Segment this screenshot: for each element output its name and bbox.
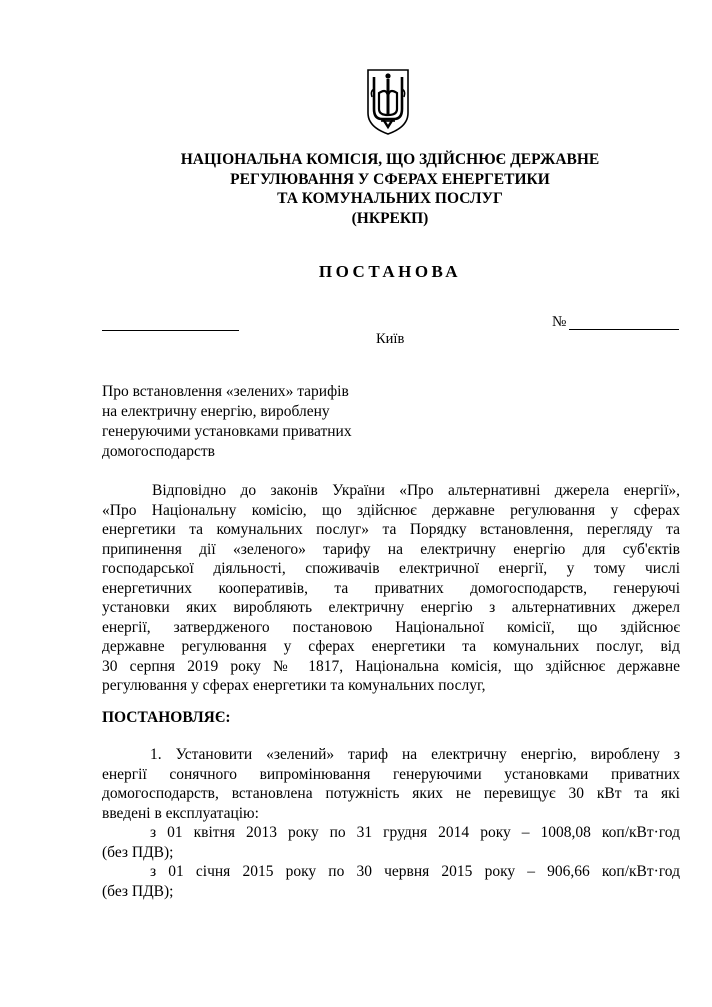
preamble-line: припинення дії «зеленого» тарифу на електричну енергію для суб'єктів [102,540,680,558]
item-1-paragraph [102,745,680,823]
subject-line: генеруючими установками приватних [102,423,352,440]
item-1-line: введені в експлуатацію: [102,804,259,822]
number-sign: № [552,314,567,330]
tariff-rate-line: з 01 квітня 2013 року по 31 грудня 2014 року – 1008,08 коп/кВт·год [150,824,680,841]
preamble-line: державне регулювання у сферах енергетики та комунальних послуг, від [102,638,680,655]
item-1-line: енергії сонячного випромінювання генеруючими установками приватних [102,765,680,783]
tariff-rate-line: з 01 січня 2015 року по 30 червня 2015 року – 906,66 коп/кВт·год [150,863,680,880]
tariff-rate-2 [102,862,680,901]
document-subject [102,382,402,462]
tariff-rate-line: (без ПДВ); [102,882,174,900]
preamble-line: енергетики та комунальних послуг» та Порядку встановлення, перегляду та [102,521,680,538]
subject-line: домогосподарств [102,443,215,460]
number-blank-line [569,329,679,330]
document-type-title: ПОСТАНОВА [318,262,462,281]
tariff-rate-line: (без ПДВ); [102,843,174,861]
preamble-line: господарської діяльності, споживачів електричної енергії, у тому числі [102,560,680,577]
preamble-line: регулювання у сферах енергетики та комунальних послуг, [102,677,486,694]
city-name: Київ [376,331,405,347]
item-1-line: домогосподарств, встановлена потужність яких не перевищує 30 кВт та які [102,785,680,802]
tariff-rate-1 [102,823,680,862]
decree-word: ПОСТАНОВЛЯЄ: [102,709,231,726]
preamble-line: енергетичних кооперативів, та приватних домогосподарств, генеруючі [102,579,680,597]
org-line: ТА КОМУНАЛЬНИХ ПОСЛУГ [277,190,503,207]
coat-of-arms-emblem [366,69,410,135]
item-1-line: 1. Установити «зелений» тариф на електричну енергію, вироблену з [150,746,680,763]
org-line: РЕГУЛЮВАННЯ У СФЕРАХ ЕНЕРГЕТИКИ [230,170,550,188]
date-blank-line [102,316,239,331]
subject-line: Про встановлення «зелених» тарифів [102,383,349,400]
org-line: НАЦІОНАЛЬНА КОМІСІЯ, ЩО ЗДІЙСНЮЄ ДЕРЖАВНЕ [180,151,600,168]
preamble-paragraph [102,481,680,696]
org-abbreviation: (НКРЕКП) [351,209,429,227]
preamble-line: «Про Національну комісію, що здійснює державне регулювання у сферах [102,501,680,519]
preamble-line: Відповідно до законів України «Про альтернативні джерела енергії», [152,482,680,499]
organization-name [0,150,712,228]
subject-line: на електричну енергію, вироблену [102,403,330,420]
preamble-line: установки яких виробляють електричну енергію з альтернативних джерел [102,599,680,616]
number-field [552,314,680,332]
preamble-line: енергії, затвердженого постановою Національної комісії, що здійснює [102,618,680,636]
preamble-line: 30 серпня 2019 року № 1817, Національна комісія, що здійснює державне [102,657,680,675]
